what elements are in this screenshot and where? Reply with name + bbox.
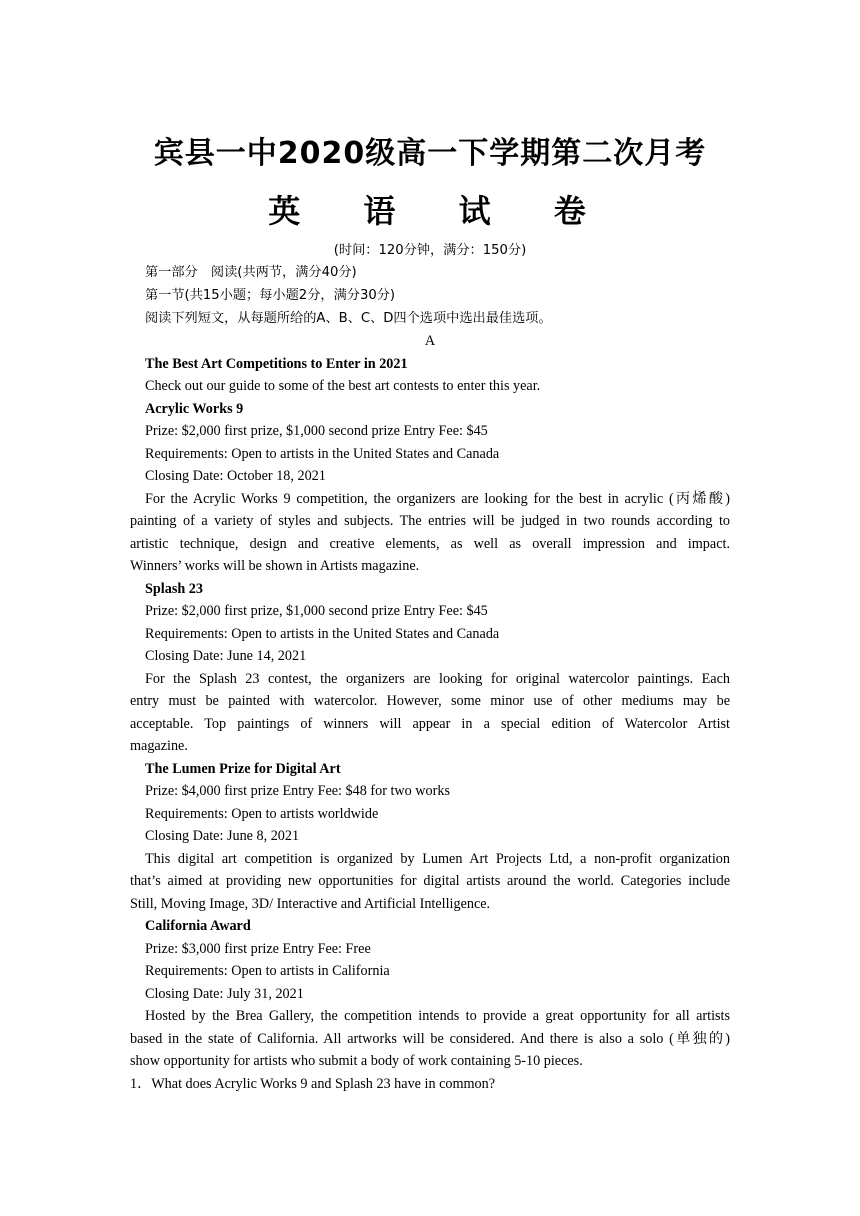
competition-name: Splash 23 [145, 581, 203, 597]
competition-prize: Prize: $4,000 first prize Entry Fee: $48 for two works [145, 783, 450, 799]
competition-prize: Prize: $3,000 first prize Entry Fee: Free [145, 941, 371, 957]
competition-closing-date: Closing Date: October 18, 2021 [145, 468, 326, 484]
competition-description-line: magazine. [130, 738, 188, 754]
question-1: 1．What does Acrylic Works 9 and Splash 23 have in common? [130, 1076, 496, 1092]
competition-description-line: This digital art competition is organized by Lumen Art Projects Ltd, a non-profit organization [145, 851, 730, 867]
instructions: 阅读下列短文，从每题所给的A、B、C、D四个选项中选出最佳选项。 [145, 311, 552, 326]
competition-name: The Lumen Prize for Digital Art [145, 761, 341, 777]
competition-description-line: painting of a variety of styles and subjects. The entries will be judged in two rounds according to [130, 513, 730, 529]
competition-description-line: For the Acrylic Works 9 competition, the organizers are looking for the best in acrylic (丙烯酸) [145, 491, 730, 507]
competition-description-line: acceptable. Top paintings of winners will appear in a special edition of Watercolor Artist [130, 716, 730, 732]
competition-description-line: Winners’ works will be shown in Artists magazine. [130, 558, 420, 574]
competition-requirements: Requirements: Open to artists worldwide [145, 806, 379, 822]
competition-description-line: based in the state of California. All artworks will be considered. And there is also a solo (单独的) [130, 1031, 730, 1047]
competition-closing-date: Closing Date: July 31, 2021 [145, 986, 304, 1002]
time-info: (时间：120分钟，满分：150分) [333, 243, 527, 258]
competition-description-line: For the Splash 23 contest, the organizers are looking for original watercolor paintings. Each [145, 671, 730, 687]
subject-title: 英 语 试 卷 [268, 192, 612, 230]
competition-description-line: artistic technique, design and creative elements, as well as overall impression and impact. [130, 536, 730, 552]
passage-heading: The Best Art Competitions to Enter in 2021 [145, 356, 408, 372]
competition-requirements: Requirements: Open to artists in California [145, 963, 390, 979]
competition-description-line: entry must be painted with watercolor. However, some minor use of other mediums may be [130, 693, 730, 709]
competition-prize: Prize: $2,000 first prize, $1,000 second prize Entry Fee: $45 [145, 603, 488, 619]
exam-title: 宾县一中2020级高一下学期第二次月考 [153, 136, 707, 171]
competition-prize: Prize: $2,000 first prize, $1,000 second prize Entry Fee: $45 [145, 423, 488, 439]
competition-description-line: Still, Moving Image, 3D/ Interactive and Artificial Intelligence. [130, 896, 491, 912]
competition-requirements: Requirements: Open to artists in the United States and Canada [145, 446, 500, 462]
passage-label: A [424, 333, 436, 349]
competition-requirements: Requirements: Open to artists in the United States and Canada [145, 626, 500, 642]
competition-closing-date: Closing Date: June 14, 2021 [145, 648, 307, 664]
competition-description-line: show opportunity for artists who submit a body of work containing 5-10 pieces. [130, 1053, 583, 1069]
passage-intro: Check out our guide to some of the best art contests to enter this year. [145, 378, 541, 394]
competition-name: California Award [145, 918, 251, 934]
competition-description-line: Hosted by the Brea Gallery, the competition intends to provide a great opportunity for all artists [145, 1008, 730, 1024]
section-heading: 第一节(共15小题；每小题2分，满分30分) [145, 288, 396, 303]
part-heading: 第一部分 阅读(共两节，满分40分) [145, 265, 357, 280]
competition-description-line: that’s aimed at providing new opportunities for digital artists around the world. Categories include [130, 873, 730, 889]
competition-closing-date: Closing Date: June 8, 2021 [145, 828, 300, 844]
competition-name: Acrylic Works 9 [145, 401, 244, 417]
